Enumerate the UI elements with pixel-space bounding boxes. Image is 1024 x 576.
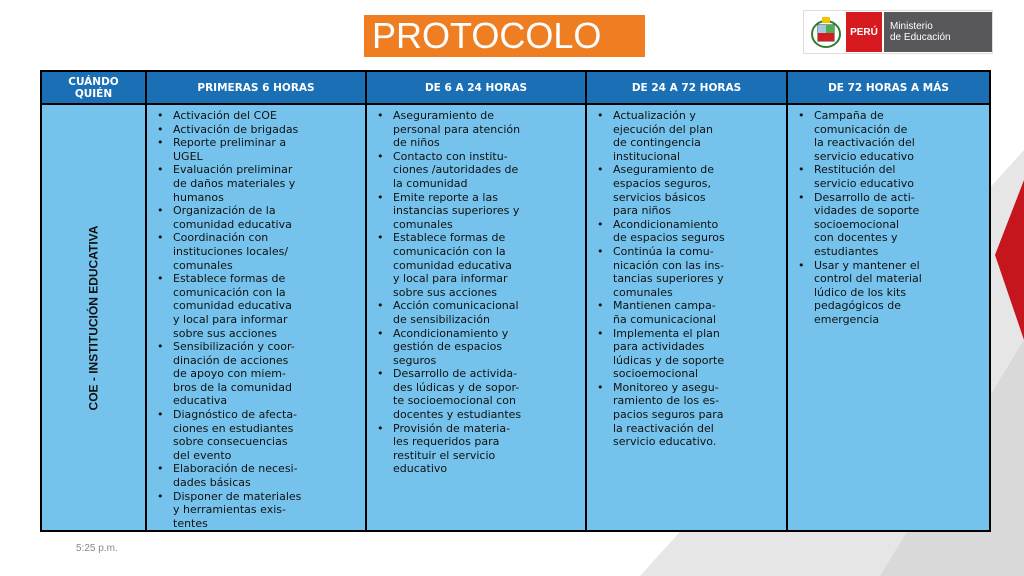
column-header-4: DE 72 HORAS A MÁS <box>788 72 989 103</box>
list-item: • Acondicionamiento de espacios seguros <box>613 218 782 245</box>
list-item: • Usar y mantener el control del material lúdico de los kits pedagógicos de emergencia <box>814 259 985 327</box>
column-cell-2 <box>367 105 585 530</box>
coat-of-arms-icon <box>808 14 844 50</box>
ministry-logo <box>803 10 993 54</box>
list-item: • Contacto con institu- ciones /autoridades de la comunidad <box>393 150 581 191</box>
list-item: • Establece formas de comunicación con la comunidad educativa y local para informar sobre sus acciones <box>393 231 581 299</box>
list-item: • Reporte preliminar a UGEL <box>173 136 361 163</box>
list-item: • Emite reporte a las instancias superiores y comunales <box>393 191 581 232</box>
list-item: • Organización de la comunidad educativa <box>173 204 361 231</box>
timestamp: 5:25 p.m. <box>76 543 118 554</box>
corner-header-line-2: QUIÉN <box>74 87 113 100</box>
list-item: • Evaluación preliminar de daños materiales y humanos <box>173 163 361 204</box>
list-item: • Continúa la comu- nicación con las ins- tancias superiores y comunales <box>613 245 782 299</box>
column-cell-1 <box>147 105 365 530</box>
action-list-2 <box>367 105 585 476</box>
list-item: • Implementa el plan para actividades lúdicas y de soporte socioemocional <box>613 327 782 381</box>
country-label: PERÚ <box>846 12 882 52</box>
ministry-label <box>884 12 992 52</box>
list-item: • Acondicionamiento y gestión de espacios seguros <box>393 327 581 368</box>
list-item: • Diagnóstico de afecta- ciones en estudiantes sobre consecuencias del evento <box>173 408 361 462</box>
action-list-3 <box>587 105 786 449</box>
list-item: • Aseguramiento de espacios seguros, servicios básicos para niños <box>613 163 782 217</box>
list-item: • Activación del COE <box>173 109 361 123</box>
list-item: • Disponer de materiales y herramientas exis- tentes <box>173 490 361 531</box>
list-item: • Desarrollo de acti- vidades de soporte socioemocional con docentes y estudiantes <box>814 191 985 259</box>
ministry-line-2: de Educación <box>890 32 951 43</box>
list-item: • Mantienen campa- ña comunicacional <box>613 299 782 326</box>
list-item: • Monitoreo y asegu- ramiento de los es- pacios seguros para la reactivación del servicio educativo. <box>613 381 782 449</box>
column-header-2: DE 6 A 24 HORAS <box>367 72 585 103</box>
list-item: • Aseguramiento de personal para atención de niños <box>393 109 581 150</box>
action-list-1 <box>147 105 365 530</box>
column-header-3: DE 24 A 72 HORAS <box>587 72 786 103</box>
column-cell-3 <box>587 105 786 530</box>
list-item: • Establece formas de comunicación con la comunidad educativa y local para informar sobre sus acciones <box>173 272 361 340</box>
list-item: • Restitución del servicio educativo <box>814 163 985 190</box>
list-item: • Actualización y ejecución del plan de contingencia institucional <box>613 109 782 163</box>
column-header-1: PRIMERAS 6 HORAS <box>147 72 365 103</box>
action-list-4 <box>788 105 989 327</box>
list-item: • Desarrollo de activida- des lúdicas y de sopor- te socioemocional con docentes y estudiantes <box>393 367 581 421</box>
row-label: COE - INSTITUCIÓN EDUCATIVA <box>86 225 101 410</box>
list-item: • Coordinación con instituciones locales/ comunales <box>173 231 361 272</box>
list-item: • Sensibilización y coor- dinación de acciones de apoyo con miem- bros de la comunidad educativa <box>173 340 361 408</box>
list-item: • Acción comunicacional de sensibilización <box>393 299 581 326</box>
column-cell-4 <box>788 105 989 530</box>
list-item: • Elaboración de necesi- dades básicas <box>173 462 361 489</box>
row-label-cell <box>42 105 145 530</box>
page-title: PROTOCOLO <box>364 15 645 57</box>
ministry-line-1: Ministerio <box>890 21 933 32</box>
list-item: • Activación de brigadas <box>173 123 361 137</box>
list-item: • Campaña de comunicación de la reactivación del servicio educativo <box>814 109 985 163</box>
corner-header <box>42 72 145 103</box>
protocol-table <box>40 70 991 532</box>
list-item: • Provisión de materia- les requeridos para restituir el servicio educativo <box>393 422 581 476</box>
corner-header-line-1: CUÁNDO <box>68 75 119 88</box>
